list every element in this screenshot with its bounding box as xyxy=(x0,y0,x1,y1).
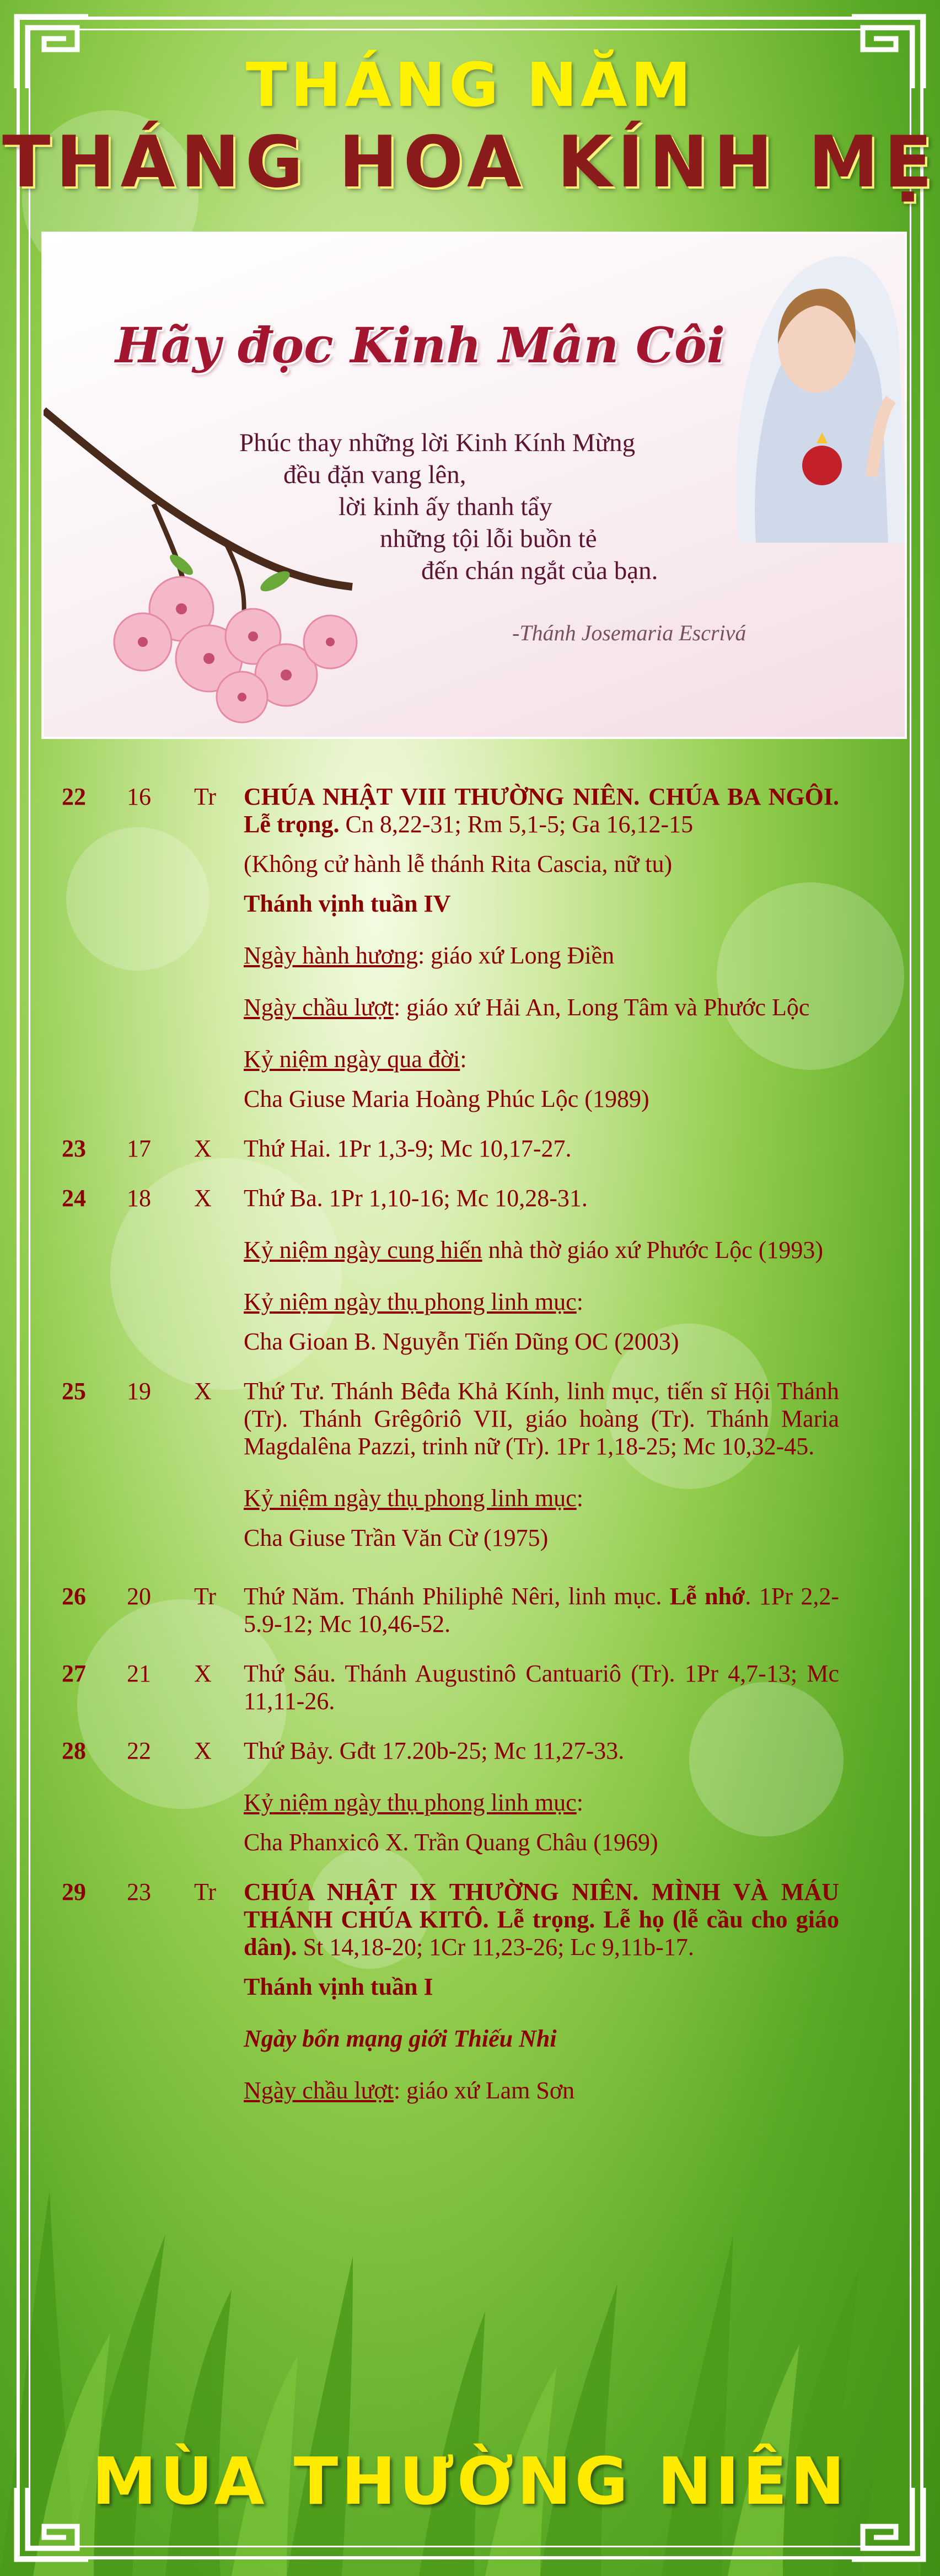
calendar-entry xyxy=(50,1135,844,1163)
entry-note xyxy=(244,1046,839,1073)
entry-text: Thứ Sáu. Thánh Augustinô Cantuariô (Tr). 1Pr 4,7-13; Mc 11,11-26. xyxy=(244,1660,839,1715)
note-label: Kỷ niệm ngày cung hiến xyxy=(244,1236,482,1263)
entry-liturgy-text: CHÚA NHẬT VIII THƯỜNG NIÊN. CHÚA BA NGÔI. Lễ trọng. Cn 8,22-31; Rm 5,1-5; Ga 16,12-15 xyxy=(244,783,839,838)
lunar-day-number: 16 xyxy=(127,783,151,810)
quote-text xyxy=(239,427,791,587)
entry-text: Cha Giuse Maria Hoàng Phúc Lộc (1989) xyxy=(244,1085,649,1112)
header-title-main: THÁNG HOA KÍNH MẸ xyxy=(2,121,938,203)
liturgical-color-code: Tr xyxy=(194,1583,216,1610)
rosary-quote-banner xyxy=(41,232,907,739)
note-label: Kỷ niệm ngày thụ phong linh mục xyxy=(244,1485,577,1512)
note-text: nhà thờ giáo xứ Phước Lộc (1993) xyxy=(482,1236,824,1263)
note-label: Ngày chầu lượt xyxy=(244,2077,394,2104)
quote-line: lời kinh ấy thanh tẩy xyxy=(339,492,552,521)
entry-note xyxy=(244,1789,839,1817)
entry-note xyxy=(244,1236,839,1264)
entry-note xyxy=(244,1288,839,1316)
day-number: 27 xyxy=(62,1660,86,1687)
note-label: Kỷ niệm ngày qua đời xyxy=(244,1046,460,1073)
calendar-entry xyxy=(50,1660,844,1715)
entry-text: Thứ Bảy. Gđt 17.20b-25; Mc 11,27-33. xyxy=(244,1737,625,1764)
note-text: : giáo xứ Long Điền xyxy=(417,942,615,969)
entry-note xyxy=(244,942,839,970)
header-title-month: THÁNG NĂM xyxy=(245,50,695,120)
day-number: 23 xyxy=(62,1135,86,1162)
entry-text: Cha Gioan B. Nguyễn Tiến Dũng OC (2003) xyxy=(244,1328,679,1355)
day-number: 29 xyxy=(62,1878,86,1905)
calendar-entry xyxy=(50,783,844,1113)
calendar-entry xyxy=(50,1378,844,1552)
entry-highlight: Ngày bổn mạng giới Thiếu Nhi xyxy=(244,2025,557,2052)
entry-body xyxy=(244,1660,839,1715)
entry-body xyxy=(244,783,839,1113)
note-label: Ngày chầu lượt xyxy=(244,994,394,1021)
liturgical-color-code: X xyxy=(194,1737,212,1764)
calendar-entry xyxy=(50,1878,844,2104)
banner-heading: Hãy đọc Kinh Mân Côi xyxy=(115,317,726,374)
quote-line: đến chán ngắt của bạn. xyxy=(421,556,658,585)
entry-body xyxy=(244,1878,839,2104)
lunar-day-number: 20 xyxy=(127,1583,151,1610)
liturgical-color-code: Tr xyxy=(194,783,216,810)
day-number: 28 xyxy=(62,1737,86,1764)
entry-liturgy-text: Thứ Năm. Thánh Philiphê Nêri, linh mục. Lễ nhớ. 1Pr 2,2-5.9-12; Mc 10,46-52. xyxy=(244,1583,839,1637)
day-number: 24 xyxy=(62,1185,86,1212)
entry-body xyxy=(244,1378,839,1552)
season-footer-title: MÙA THƯỜNG NIÊN xyxy=(92,2443,848,2519)
quote-line: đều đặn vang lên, xyxy=(283,460,466,489)
lunar-day-number: 19 xyxy=(127,1378,151,1405)
calendar-entries xyxy=(50,783,844,2104)
lunar-day-number: 23 xyxy=(127,1878,151,1905)
entry-body xyxy=(244,1583,839,1638)
note-text: : xyxy=(460,1046,467,1073)
lunar-day-number: 21 xyxy=(127,1660,151,1687)
entry-body xyxy=(244,1737,839,1856)
day-number: 26 xyxy=(62,1583,86,1610)
entry-text: Thứ Hai. 1Pr 1,3-9; Mc 10,17-27. xyxy=(244,1135,572,1162)
entry-liturgy-text: CHÚA NHẬT IX THƯỜNG NIÊN. MÌNH VÀ MÁU THÁNH CHÚA KITÔ. Lễ trọng. Lễ họ (lễ cầu cho giáo dân). St 14,18-20; 1Cr 11,23-26; Lc 9,11b-17. xyxy=(244,1878,839,1961)
note-label: Kỷ niệm ngày thụ phong linh mục xyxy=(244,1288,577,1315)
note-label: Ngày hành hương xyxy=(244,942,418,969)
entry-text: Cha Giuse Trần Văn Cừ (1975) xyxy=(244,1524,549,1551)
liturgical-color-code: X xyxy=(194,1378,212,1405)
calendar-entry xyxy=(50,1583,844,1638)
entry-text: Cha Phanxicô X. Trần Quang Châu (1969) xyxy=(244,1829,658,1856)
calendar-entry xyxy=(50,1185,844,1356)
entry-highlight: Thánh vịnh tuần I xyxy=(244,1973,433,2000)
liturgical-color-code: X xyxy=(194,1185,212,1212)
liturgical-color-code: X xyxy=(194,1660,212,1687)
liturgical-color-code: X xyxy=(194,1135,212,1162)
note-text: : xyxy=(576,1288,583,1315)
liturgical-color-code: Tr xyxy=(194,1878,216,1905)
quote-line: Phúc thay những lời Kinh Kính Mừng xyxy=(239,429,636,457)
note-text: : xyxy=(576,1485,583,1512)
day-number: 25 xyxy=(62,1378,86,1405)
entry-note xyxy=(244,1485,839,1512)
lunar-day-number: 18 xyxy=(127,1185,151,1212)
entry-text: Thứ Ba. 1Pr 1,10-16; Mc 10,28-31. xyxy=(244,1185,588,1212)
entry-body xyxy=(244,1135,839,1163)
calendar-entry xyxy=(50,1737,844,1856)
quote-author: -Thánh Josemaria Escrivá xyxy=(512,620,746,645)
quote-line: những tội lỗi buồn tẻ xyxy=(380,524,597,553)
note-text: : giáo xứ Lam Sơn xyxy=(393,2077,575,2104)
entry-highlight: Thánh vịnh tuần IV xyxy=(244,890,451,917)
lunar-day-number: 17 xyxy=(127,1135,151,1162)
note-label: Kỷ niệm ngày thụ phong linh mục xyxy=(244,1789,577,1816)
entry-body xyxy=(244,1185,839,1356)
entry-text: (Không cử hành lễ thánh Rita Cascia, nữ tu) xyxy=(244,850,673,877)
lunar-day-number: 22 xyxy=(127,1737,151,1764)
entry-note xyxy=(244,2077,839,2104)
entry-text: Thứ Tư. Thánh Bêđa Khả Kính, linh mục, tiến sĩ Hội Thánh (Tr). Thánh Grêgôriô VII, giáo hoàng (Tr). Thánh Maria Magdalêna Pazzi, trinh nữ (Tr). 1Pr 1,18-25; Mc 10,32-45. xyxy=(244,1378,839,1460)
note-text: : giáo xứ Hải An, Long Tâm và Phước Lộc xyxy=(393,994,810,1021)
day-number: 22 xyxy=(62,783,86,810)
note-text: : xyxy=(576,1789,583,1816)
entry-note xyxy=(244,994,839,1021)
